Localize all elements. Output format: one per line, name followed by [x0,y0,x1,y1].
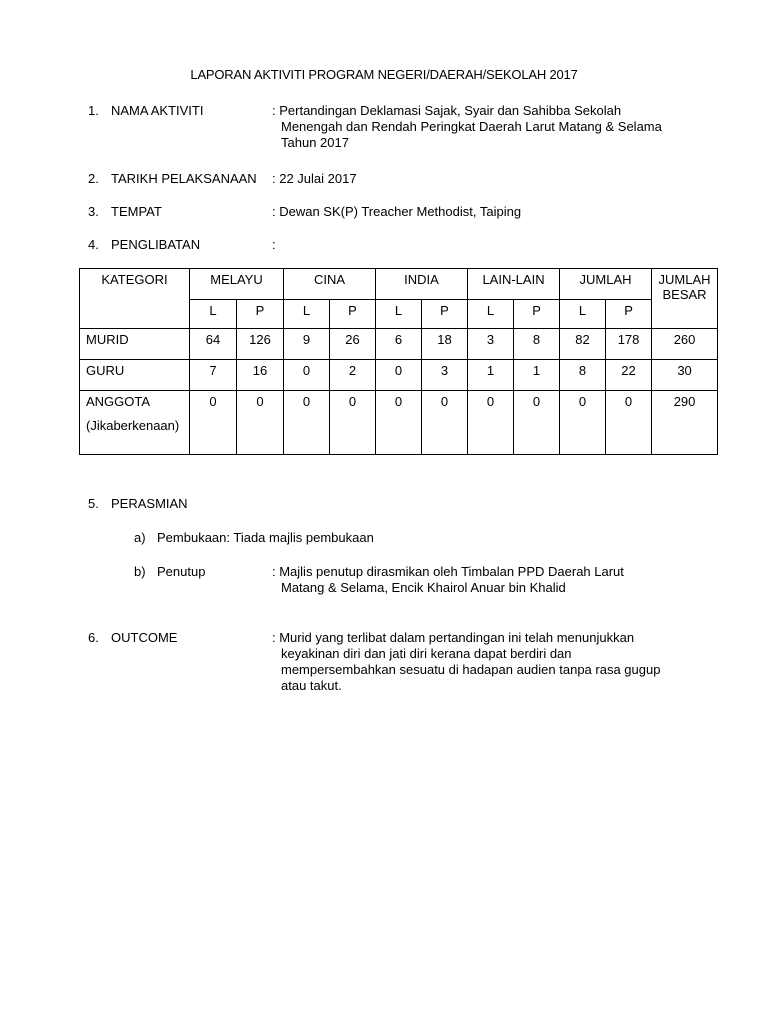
item-label: NAMA AKTIVITI [111,103,204,118]
row-label: GURU [80,360,190,391]
sub-label [157,530,374,546]
table-cell: 1 [468,360,514,391]
header-besar-line: BESAR [662,287,707,302]
header-lain-lain: LAIN-LAIN [468,269,560,300]
table-cell: 0 [514,391,560,455]
row-label [80,391,190,455]
table-cell: 2 [330,360,376,391]
sub-label: Penutup [157,564,206,579]
subheader-cell: L [284,300,330,329]
subheader-cell: L [560,300,606,329]
value-line: : 22 Julai 2017 [272,171,357,186]
table-header-row [80,269,718,300]
table-cell: 126 [237,329,284,360]
table-cell: 290 [652,391,718,455]
table-cell: 0 [560,391,606,455]
header-besar-line: JUMLAH [658,272,711,287]
table-cell: 82 [560,329,606,360]
table-cell: 0 [606,391,652,455]
table-cell: 6 [376,329,422,360]
item-value [272,204,672,220]
table-cell: 0 [190,391,237,455]
table-cell: 260 [652,329,718,360]
table-cell: 0 [376,360,422,391]
subheader-cell: P [422,300,468,329]
row-label-note: (Jikaberkenaan) [86,418,180,433]
sub-letter: a) [134,530,146,545]
table-cell: 30 [652,360,718,391]
subheader-cell: P [237,300,284,329]
penglibatan-table [79,268,718,455]
value-line: atau takut. [281,678,342,693]
table-cell: 0 [468,391,514,455]
item-number: 2. [88,171,99,186]
sub-label-text: Pembukaan [157,530,227,545]
header-jumlah: JUMLAH [560,269,652,300]
header-cina: CINA [284,269,376,300]
item-value [272,630,672,694]
header-melayu: MELAYU [190,269,284,300]
item-value [272,171,672,187]
subheader-cell: P [330,300,376,329]
item-value [272,103,672,151]
report-title: LAPORAN AKTIVITI PROGRAM NEGERI/DAERAH/SEKOLAH 2017 [190,67,578,82]
table-cell: 9 [284,329,330,360]
subheader-cell: L [190,300,237,329]
item-number: 4. [88,237,99,252]
header-kategori: KATEGORI [80,269,190,329]
item-label: PERASMIAN [111,496,188,511]
table-row-murid [80,329,718,360]
table-cell: 8 [560,360,606,391]
table-cell: 0 [330,391,376,455]
sub-letter: b) [134,564,146,579]
item-label: TEMPAT [111,204,162,219]
item-number: 6. [88,630,99,645]
item-number: 3. [88,204,99,219]
table-cell: 178 [606,329,652,360]
subheader-cell: L [468,300,514,329]
table-row-anggota [80,391,718,455]
sub-value [272,564,652,596]
table-cell: 0 [284,360,330,391]
item-label: TARIKH PELAKSANAAN [111,171,257,186]
value-line: : Dewan SK(P) Treacher Methodist, Taiping [272,204,522,219]
value-line: mempersembahkan sesuatu di hadapan audien tanpa rasa gugup [281,662,661,677]
row-label: MURID [80,329,190,360]
header-india: INDIA [376,269,468,300]
value-line: keyakinan diri dan jati diri kerana dapat berdiri dan [281,646,572,661]
value-line: : [272,237,276,252]
table-cell: 7 [190,360,237,391]
table-cell: 1 [514,360,560,391]
table-cell: 0 [284,391,330,455]
value-line: : Majlis penutup dirasmikan oleh Timbalan PPD Daerah Larut [272,564,624,579]
sub-value: : Tiada majlis pembukaan [226,530,374,545]
table-cell: 22 [606,360,652,391]
table-cell: 16 [237,360,284,391]
table-cell: 8 [514,329,560,360]
table-cell: 26 [330,329,376,360]
table-cell: 3 [422,360,468,391]
item-number: 1. [88,103,99,118]
header-jumlah-besar [652,269,718,329]
table-cell: 0 [237,391,284,455]
item-label: PENGLIBATAN [111,237,201,252]
item-number: 5. [88,496,99,511]
subheader-cell: L [376,300,422,329]
value-line: : Pertandingan Deklamasi Sajak, Syair dan Sahibba Sekolah [272,103,622,118]
item-value [272,237,672,253]
table-cell: 18 [422,329,468,360]
item-label: OUTCOME [111,630,178,645]
subheader-cell: P [514,300,560,329]
table-cell: 0 [376,391,422,455]
value-line: Menengah dan Rendah Peringkat Daerah Larut Matang & Selama [281,119,662,134]
table-cell: 0 [422,391,468,455]
value-line: Matang & Selama, Encik Khairol Anuar bin Khalid [281,580,566,595]
table-cell: 64 [190,329,237,360]
value-line: Tahun 2017 [281,135,349,150]
row-label-text: ANGGOTA [86,394,151,409]
subheader-cell: P [606,300,652,329]
table-cell: 3 [468,329,514,360]
table-row-guru [80,360,718,391]
value-line: : Murid yang terlibat dalam pertandingan ini telah menunjukkan [272,630,635,645]
